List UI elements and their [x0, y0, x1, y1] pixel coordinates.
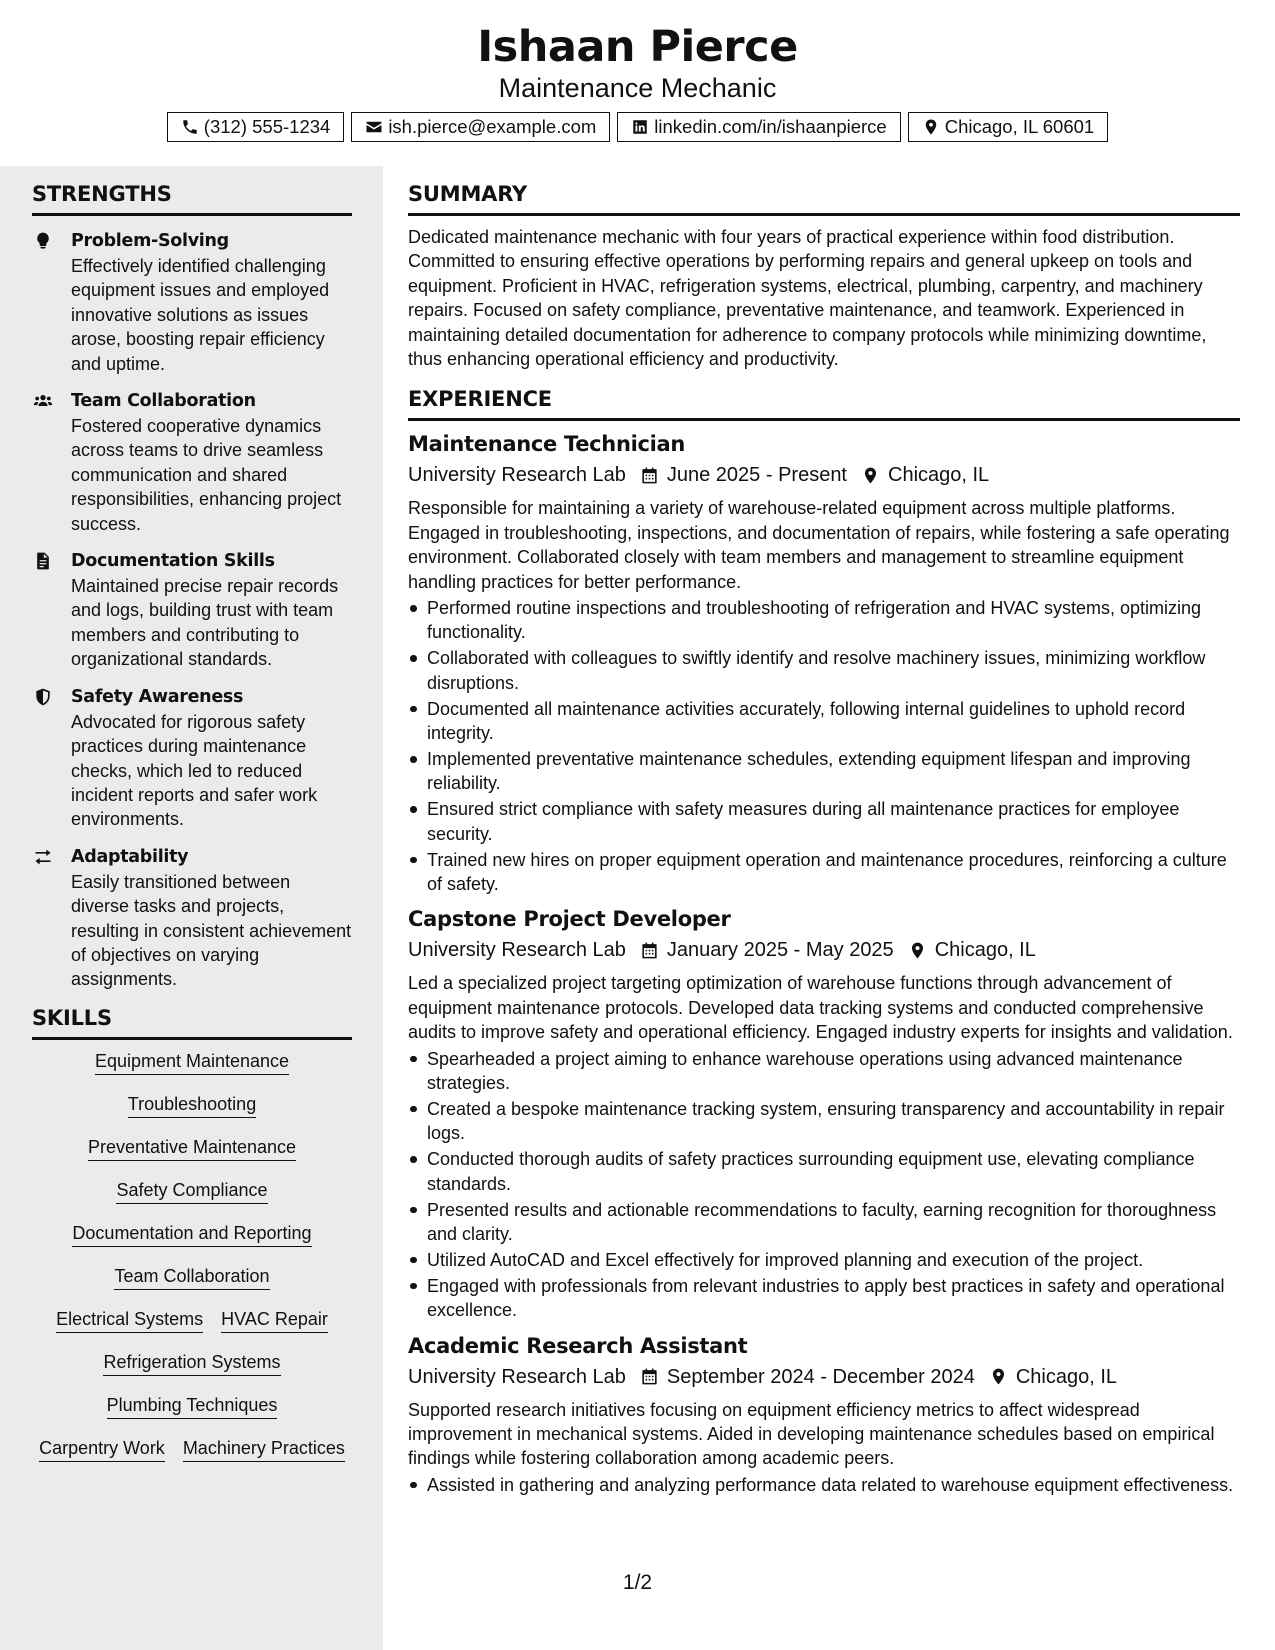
- job-bullet: Spearheaded a project aiming to enhance warehouse operations using advanced maintenance strategies.: [408, 1047, 1240, 1096]
- candidate-name: Ishaan Pierce: [477, 22, 798, 72]
- contact-phone[interactable]: [167, 112, 345, 142]
- job-location: Chicago, IL: [934, 939, 1036, 962]
- contact-location: [908, 112, 1108, 142]
- strength-description: Effectively identified challenging equipment issues and employed innovative solutions as issues arose, boosting repair efficiency and uptime.: [71, 256, 330, 374]
- skill-tag: Carpentry Work: [39, 1437, 165, 1462]
- job-entry: [408, 1333, 1240, 1498]
- skills-list: [32, 1050, 352, 1480]
- job-entry-title: Academic Research Assistant: [408, 1333, 748, 1358]
- skills-heading: SKILLS: [32, 1005, 352, 1040]
- envelope-icon: [365, 118, 383, 136]
- job-bullets: [408, 596, 1240, 896]
- job-bullet: Collaborated with colleagues to swiftly identify and resolve machinery issues, minimizing workflow disruptions.: [408, 646, 1240, 695]
- summary-heading: SUMMARY: [408, 181, 1240, 216]
- resume-header: [0, 0, 1275, 142]
- lightbulb-icon: [33, 231, 53, 251]
- job-location: Chicago, IL: [888, 464, 990, 487]
- skill-tag: Electrical Systems: [56, 1308, 203, 1333]
- summary-text: Dedicated maintenance mechanic with four years of practical experience within food distribution. Committed to ensuring effective operations by performing repairs and general upkeep on tools and equipment. Proficient in HVAC, refrigeration systems, electrical, plumbing, carpentry, and machinery repairs. Focused on safety compliance, preventative maintenance, and teamwork. Experienced in maintaining detailed documentation for adherence to company protocols while minimizing downtime, thus enhancing operational efficiency and productivity.: [408, 227, 1207, 370]
- strength-item: [32, 229, 352, 376]
- phone-icon: [181, 118, 199, 136]
- skill-tag: Refrigeration Systems: [103, 1351, 280, 1376]
- job-meta: [408, 1363, 1240, 1391]
- job-description: Supported research initiatives focusing on equipment efficiency metrics to affect widespread improvement in mechanical systems. Aided in developing maintenance schedules based on empirical findings while fostering collaboration among academic peers.: [408, 1399, 1215, 1469]
- strength-description: Fostered cooperative dynamics across teams to drive seamless communication and shared responsibilities, enhancing project success.: [71, 416, 342, 534]
- users-icon: [33, 391, 53, 411]
- job-bullet: Engaged with professionals from relevant industries to apply best practices in safety and operational excellence.: [408, 1274, 1240, 1323]
- job-dates: January 2025 - May 2025: [666, 939, 894, 962]
- job-meta: [408, 461, 1240, 489]
- page-number: 1/2: [622, 1571, 653, 1594]
- strengths-list: [32, 229, 352, 992]
- skill-tag: Documentation and Reporting: [72, 1222, 311, 1247]
- strength-item: [32, 685, 352, 832]
- job-entry: [408, 431, 1240, 896]
- job-dates: June 2025 - Present: [666, 464, 847, 487]
- experience-heading: EXPERIENCE: [408, 386, 1240, 421]
- contact-location-text: Chicago, IL 60601: [944, 116, 1095, 137]
- job-bullet: Conducted thorough audits of safety practices surrounding equipment use, elevating compliance standards.: [408, 1147, 1240, 1196]
- document-icon: [33, 551, 53, 571]
- calendar-icon: [640, 1367, 659, 1386]
- skill-tag: Machinery Practices: [183, 1437, 345, 1462]
- job-bullet: Performed routine inspections and troubleshooting of refrigeration and HVAC systems, optimizing functionality.: [408, 596, 1240, 645]
- job-dates: September 2024 - December 2024: [666, 1365, 975, 1388]
- skill-tag: Plumbing Techniques: [107, 1394, 278, 1419]
- contact-phone-text: (312) 555-1234: [203, 116, 331, 137]
- skill-tag: HVAC Repair: [221, 1308, 328, 1333]
- strength-title: Safety Awareness: [71, 686, 244, 707]
- strength-description: Advocated for rigorous safety practices during maintenance checks, which led to reduced incident reports and safer work environments.: [71, 711, 318, 830]
- job-bullet: Trained new hires on proper equipment operation and maintenance procedures, reinforcing a culture of safety.: [408, 848, 1240, 897]
- job-description: Responsible for maintaining a variety of warehouse-related equipment across multiple platforms. Engaged in troubleshooting, inspections, and documentation of repairs, while fostering a safe operating environment. Collaborated closely with team members and management to streamline equipment handling practices for better performance.: [408, 498, 1230, 592]
- strength-title: Documentation Skills: [71, 551, 275, 572]
- job-organization: University Research Lab: [408, 1365, 626, 1388]
- map-pin-icon: [922, 118, 940, 136]
- strength-item: [32, 845, 352, 992]
- map-pin-icon: [989, 1367, 1008, 1386]
- job-bullet: Assisted in gathering and analyzing performance data related to warehouse equipment effectiveness.: [408, 1473, 1240, 1497]
- map-pin-icon: [861, 466, 880, 485]
- contact-linkedin-text: linkedin.com/in/ishaanpierce: [654, 116, 887, 137]
- job-bullets: [408, 1473, 1240, 1497]
- sidebar: [0, 166, 383, 1650]
- main-column: [408, 181, 1240, 1499]
- job-location: Chicago, IL: [1015, 1365, 1118, 1388]
- strength-item: [32, 389, 352, 536]
- job-bullet: Documented all maintenance activities accurately, following internal guidelines to uphold record integrity.: [408, 697, 1240, 746]
- strength-title: Team Collaboration: [71, 391, 256, 412]
- linkedin-icon: [631, 118, 649, 136]
- calendar-icon: [640, 466, 659, 485]
- strength-item: [32, 549, 352, 672]
- skill-tag: Equipment Maintenance: [95, 1050, 289, 1075]
- shield-icon: [33, 687, 53, 707]
- job-bullet: Created a bespoke maintenance tracking system, ensuring transparency and accountability in repair logs.: [408, 1097, 1240, 1146]
- job-bullet: Presented results and actionable recommendations to faculty, earning recognition for thoroughness and clarity.: [408, 1198, 1240, 1247]
- contact-email-text: ish.pierce@example.com: [388, 116, 597, 137]
- job-bullet: Ensured strict compliance with safety measures during all maintenance practices for employee security.: [408, 797, 1240, 846]
- strength-title: Problem-Solving: [71, 231, 229, 251]
- arrows-exchange-icon: [33, 847, 53, 867]
- strength-description: Easily transitioned between diverse tasks and projects, resulting in consistent achievement of objectives on varying assignments.: [71, 871, 352, 990]
- strengths-heading: STRENGTHS: [32, 181, 352, 216]
- job-entry-title: Capstone Project Developer: [408, 907, 731, 932]
- contact-bar: [0, 112, 1275, 142]
- job-meta: [408, 936, 1240, 964]
- job-description: Led a specialized project targeting optimization of warehouse functions through advancement of equipment maintenance protocols. Developed data tracking systems and conducted comprehensive audits to improve safety and operational efficiency. Engaged industry experts for insights and validation.: [408, 973, 1233, 1043]
- job-entry-title: Maintenance Technician: [408, 432, 686, 457]
- strength-description: Maintained precise repair records and logs, building trust with team members and contributing to organizational standards.: [71, 576, 339, 670]
- job-bullets: [408, 1047, 1240, 1323]
- contact-linkedin[interactable]: [617, 112, 900, 142]
- job-title: Maintenance Mechanic: [498, 73, 777, 103]
- job-organization: University Research Lab: [408, 464, 626, 487]
- skill-tag: Team Collaboration: [114, 1265, 269, 1290]
- skill-tag: Safety Compliance: [116, 1179, 267, 1204]
- calendar-icon: [640, 941, 659, 960]
- skill-tag: Preventative Maintenance: [88, 1136, 296, 1161]
- map-pin-icon: [908, 941, 927, 960]
- contact-email[interactable]: [351, 112, 610, 142]
- strength-title: Adaptability: [71, 846, 189, 867]
- job-entry: [408, 906, 1240, 1322]
- skill-tag: Troubleshooting: [128, 1093, 256, 1118]
- job-bullet: Implemented preventative maintenance schedules, extending equipment lifespan and improving reliability.: [408, 747, 1240, 796]
- job-bullet: Utilized AutoCAD and Excel effectively for improved planning and execution of the project.: [408, 1248, 1240, 1272]
- job-organization: University Research Lab: [408, 939, 626, 962]
